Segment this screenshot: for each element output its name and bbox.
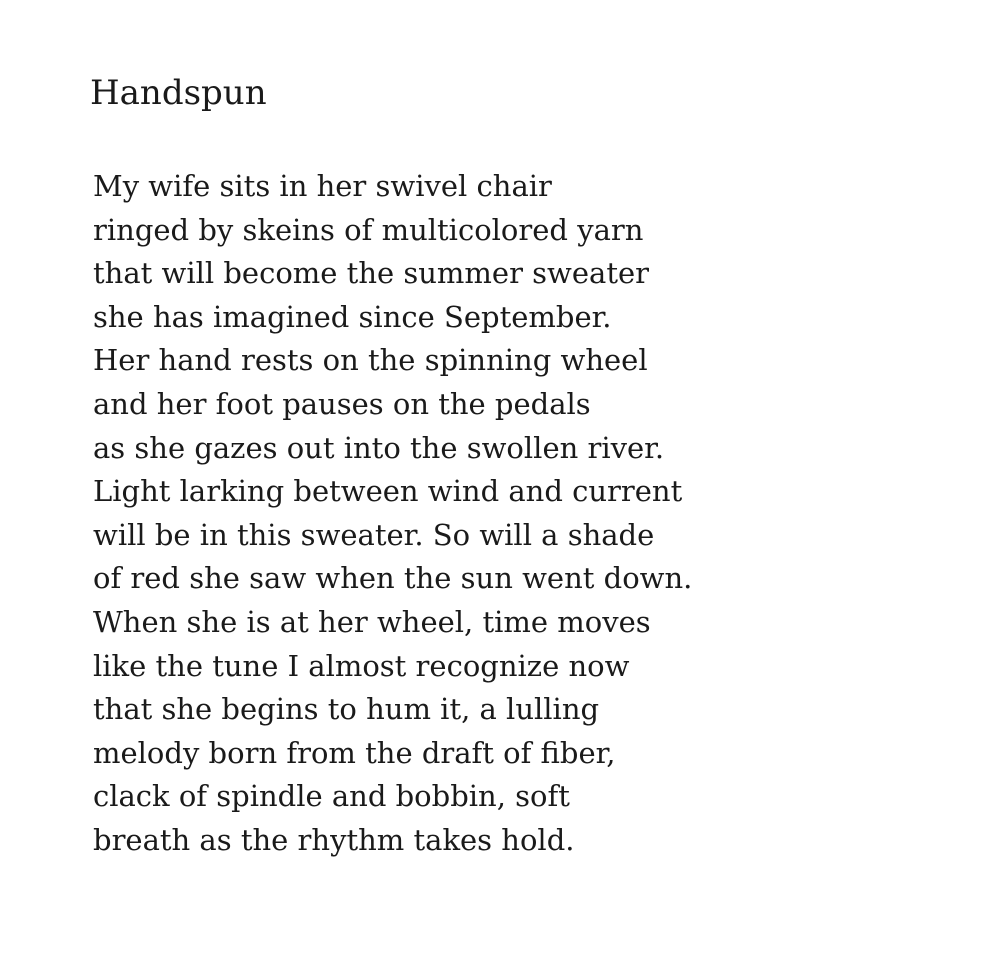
poem-line: that will become the summer sweater xyxy=(93,256,650,291)
poem-line: of red she saw when the sun went down. xyxy=(93,561,693,596)
poem-title: Handspun xyxy=(90,73,267,113)
poem-line: and her foot pauses on the pedals xyxy=(93,386,591,421)
poem-line: ringed by skeins of multicolored yarn xyxy=(93,212,644,247)
poem-line: like the tune I almost recognize now xyxy=(93,648,630,683)
poem-line: Her hand rests on the spinning wheel xyxy=(93,343,648,378)
poem-line: Light larking between wind and current xyxy=(93,474,683,509)
poem-line: that she begins to hum it, a lulling xyxy=(93,692,600,727)
poem-line: will be in this sweater. So will a shade xyxy=(93,517,655,552)
poem-body xyxy=(93,165,692,863)
poem-line: clack of spindle and bobbin, soft xyxy=(93,779,570,814)
poem-line: as she gazes out into the swollen river. xyxy=(93,430,665,465)
poem-line: she has imagined since September. xyxy=(93,299,612,334)
poem-line: breath as the rhythm takes hold. xyxy=(93,822,575,857)
poem-line: melody born from the draft of fiber, xyxy=(93,735,616,770)
poem-line: My wife sits in her swivel chair xyxy=(93,169,552,203)
poem-line: When she is at her wheel, time moves xyxy=(93,604,651,639)
